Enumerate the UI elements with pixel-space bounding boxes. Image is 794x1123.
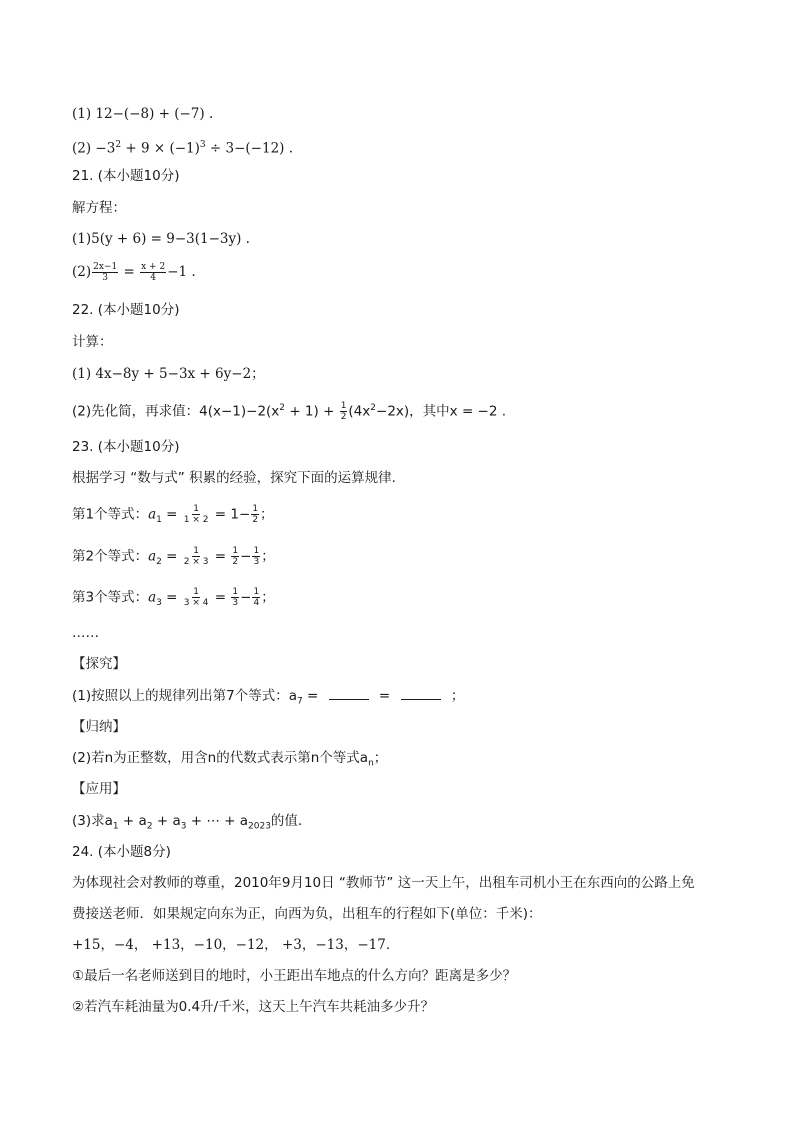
q22-intro: 计算：	[72, 334, 113, 350]
q23-intro: 根据学习 “数与式” 积累的经验，探究下面的运算规律．	[72, 470, 406, 486]
q23-part3: (3)求$a_1 + a_2 + a_3$ + ⋯ + $a_{2023}$的值．	[72, 813, 312, 832]
q21-part2: (2) $\frac{2x-1}{3}$ = $\frac{x + 2}{4}$ −1 .	[72, 262, 196, 283]
q23-part2: (2)若n为正整数，用含n的代数式表示第n个等式$a_n$；	[72, 750, 388, 769]
section-induce: 【归纳】	[72, 719, 126, 735]
ellipsis: ……	[72, 625, 99, 641]
q20-part2: $(2) -3^2 + 9 \times (-1)^3 \div 3-(-12)$ .	[72, 140, 294, 157]
q21-intro: 解方程：	[72, 200, 126, 216]
q24-data: +15，−4， +13，−10，−12， +3，−13，−17．	[72, 937, 400, 953]
q24-title: 24. (本小题8分)	[72, 844, 171, 860]
q22-title: 22. (本小题10分)	[72, 302, 180, 318]
q24-paragraph-2: 费接送老师．如果规定向东为正，向西为负，出租车的行程如下(单位：千米)：	[72, 906, 542, 922]
q24-part2: ②若汽车耗油量为0.4升/千米，这天上午汽车共耗油多少升？	[72, 999, 435, 1015]
answer-blank-1[interactable]	[329, 687, 369, 700]
q23-title: 23. (本小题10分)	[72, 439, 180, 455]
q24-paragraph-1: 为体现社会对教师的尊重，2010年9月10日 “教师节” 这一天上午，出租车司机小王在东西向的公路上免	[72, 875, 695, 891]
section-explore: 【探究】	[72, 656, 126, 672]
section-apply: 【应用】	[72, 781, 126, 797]
equation-1: 第1个等式：$a_1$ = $\frac{1}{1 \times 2}$ = 1− $\frac{1}{2}$ ；	[72, 504, 274, 526]
q22-part1: (1) 4x−8y + 5−3x + 6y−2；	[72, 366, 265, 382]
equation-2: 第2个等式：$a_2$ = $\frac{1}{2 \times 3}$ = $\frac{1}{2}$ − $\frac{1}{3}$ ；	[72, 546, 275, 568]
q23-part1: (1)按照以上的规律列出第7个等式：$a_7$ = = ；	[72, 688, 465, 707]
equation-3: 第3个等式：$a_3$ = $\frac{1}{3 \times 4}$ = $\frac{1}{3}$ − $\frac{1}{4}$ ；	[72, 587, 275, 609]
q20-part1: (1) 12−(−8) + (−7) .	[72, 106, 214, 122]
q24-part1: ①最后一名老师送到目的地时，小王距出车地点的什么方向？距离是多少？	[72, 968, 517, 984]
q22-part2: (2)先化简，再求值：$4(x-1)-2(x^2 + 1)$ + $\frac{1}{2}$ $(4x^2-2x)$，其中x = −2 .	[72, 401, 507, 422]
q21-part1: (1)5(y + 6) = 9−3(1−3y) .	[72, 231, 250, 247]
answer-blank-2[interactable]	[401, 687, 441, 700]
q21-title: 21. (本小题10分)	[72, 168, 180, 184]
